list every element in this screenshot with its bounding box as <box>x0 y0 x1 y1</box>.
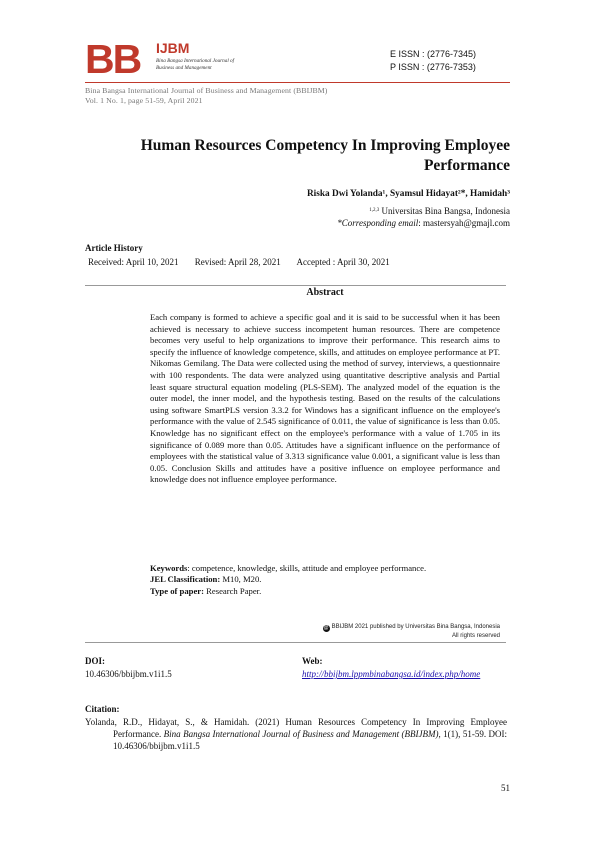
page-number: 51 <box>501 783 510 793</box>
affiliation-block <box>85 205 510 229</box>
received-date: Received: April 10, 2021 <box>88 257 179 267</box>
citation-label: Citation: <box>85 704 120 714</box>
creative-commons-icon: @ <box>323 625 329 631</box>
journal-name: Bina Bangsa International Journal of Business and Management (BBIJBM) <box>85 86 328 95</box>
corresponding-label: *Corresponding email <box>337 218 419 228</box>
affiliation <box>85 205 510 217</box>
jel-classification <box>150 574 500 585</box>
web-link[interactable]: http://bbijbm.lppmbinabangsa.id/index.php/home <box>302 669 481 679</box>
keywords-block <box>150 563 500 597</box>
jel-label: JEL Classification: <box>150 574 221 585</box>
abstract-text: Each company is formed to achieve a specific goal and it is said to be successful when it has been achieved is necessary to achieve success incompetent human resources. There are competence becomes very useful to help organizations to improve their performance. This research aims to specify the influence of knowledge competence, skills, and attitudes on employee performance at PT. Nikomas Gemilang. The Data were collected using the method of survey, interviews, a questionnaire with 100 respondents. The data were analyzed using quantitative descriptive analysis and Partial least square structural equation modeling (PLS-SEM). The analyzed model of the equation is the outer model, the inner model, and the hypothesis testing. Based on the results of the calculations using software SmartPLS version 3.3.2 for Windows has a significant influence on the employee's performance with the value of 2.545 significance of 0.011, the value of significance is less than 0.05. Knowledge has no significant effect on the employee's performance with a value of 1.705 in its significance of 0.089 more than 0.05. Attitudes have a significant influence on the performance of employees with the statistical value of 3.313 significance value 0.001, a significant value is less than 0.05. Conclusion Skills and attitudes have a positive influence on employee performance and knowledge does not influence employee performance. <box>150 312 500 485</box>
corresponding-email <box>85 217 510 229</box>
paper-type <box>150 586 500 597</box>
keywords-value: : competence, knowledge, skills, attitude and employee performance. <box>187 563 427 573</box>
revised-date: Revised: April 28, 2021 <box>194 257 281 267</box>
jel-value: M10, M20. <box>220 574 262 585</box>
citation-text <box>85 716 507 752</box>
web-label: Web: <box>302 656 323 666</box>
journal-volume: Vol. 1 No. 1, page 51-59, April 2021 <box>85 96 203 105</box>
citation-part1: Yolanda, R.D., Hidayat, S., & Hamidah. (2021) Human Resources Competency In Improving Employee Performance. <box>85 717 507 739</box>
logo-subtitle: Bina Bangsa International Journal of Business and Management <box>156 58 235 71</box>
paper-title <box>85 136 510 176</box>
doi-label: DOI: <box>85 656 105 666</box>
abstract-bottom-divider <box>85 642 506 643</box>
accepted-date: Accepted : April 30, 2021 <box>296 257 390 267</box>
citation-part2: , 1(1), 51-59. DOI: 10.46306/bbijbm.v1i1.5 <box>113 729 507 751</box>
affiliation-text: Universitas Bina Bangsa, Indonesia <box>379 206 510 216</box>
citation-journal: Bina Bangsa International Journal of Business and Management (BBIJBM) <box>163 729 439 739</box>
abstract-heading: Abstract <box>306 287 344 298</box>
affiliation-sup: 1,2,3 <box>369 208 380 213</box>
pissn: P ISSN : (2776-7353) <box>390 62 476 72</box>
article-history-heading: Article History <box>85 243 143 253</box>
journal-info <box>85 86 328 106</box>
corresponding-value: : mastersyah@gmajl.com <box>418 218 510 228</box>
keywords <box>150 563 500 574</box>
rights-reserved: All rights reserved <box>451 633 500 639</box>
copyright-line: BBIJBM 2021 published by Universitas Bina Bangsa, Indonesia <box>331 624 500 630</box>
authors: Riska Dwi Yolanda¹, Syamsul Hidayat²*, Hamidah³ <box>306 189 510 199</box>
paper-type-value: Research Paper. <box>203 585 262 596</box>
header-divider <box>85 82 510 83</box>
journal-logo <box>85 36 235 82</box>
doi-value: 10.46306/bbijbm.v1i1.5 <box>85 669 172 679</box>
keywords-label: Keywords <box>150 563 188 573</box>
eissn: E ISSN : (2776-7345) <box>390 49 477 59</box>
logo-acronym: IJBM <box>156 40 190 56</box>
logo-mark: BB <box>85 36 141 82</box>
article-history-dates <box>88 257 404 267</box>
issn-block <box>390 48 476 74</box>
paper-type-label: Type of paper: <box>150 585 204 596</box>
paper-title-line2: Performance <box>423 157 510 174</box>
copyright-notice <box>260 623 500 641</box>
paper-title-line1: Human Resources Competency In Improving Employee <box>140 137 510 154</box>
abstract-top-divider <box>85 285 506 286</box>
